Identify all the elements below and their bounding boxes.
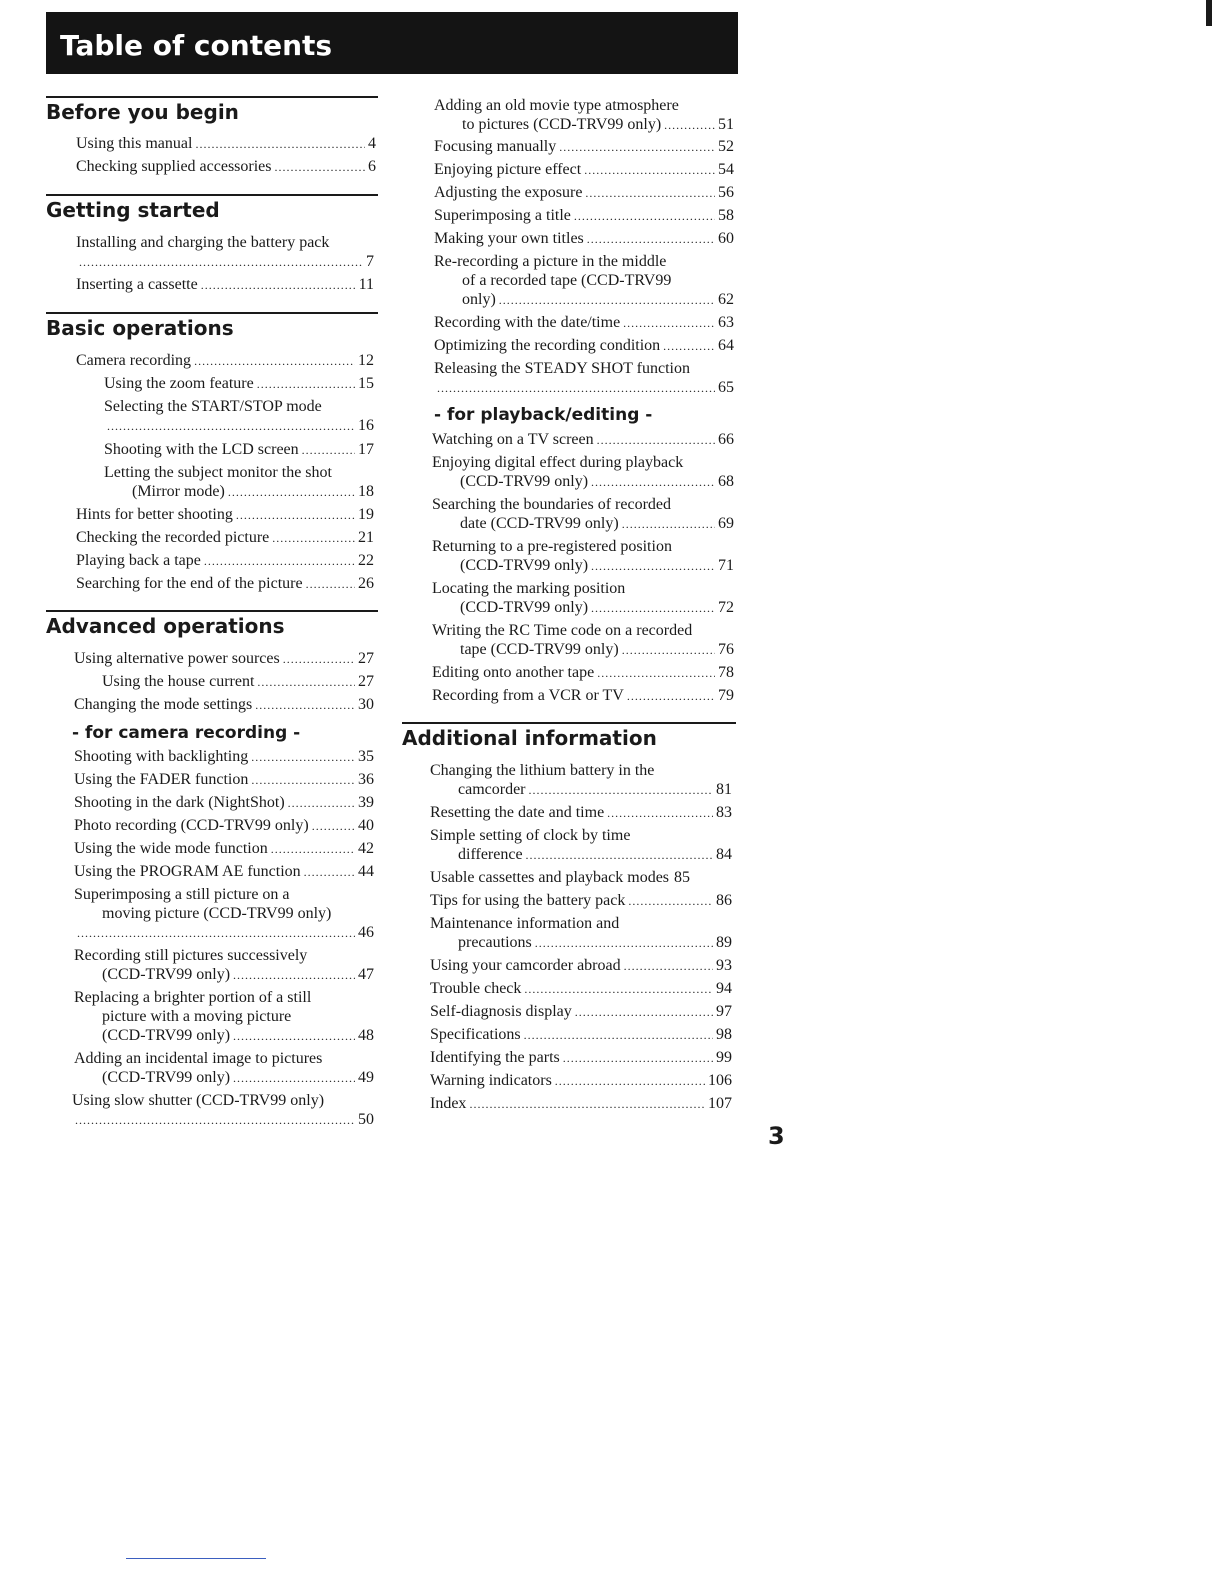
toc-entry[interactable]: Simple setting of clock by time difference ..... 84 [430,826,732,865]
toc-entry[interactable]: Usable cassettes and playback modes 85 [430,869,691,886]
toc-entry[interactable]: Searching the boundaries of recorded date (CCD-TRV99 only) ..... 69 [432,495,734,534]
toc-entry[interactable]: Using the wide mode function ..... 42 [74,839,374,859]
toc-entry[interactable]: Shooting with backlighting ..... 35 [74,747,374,767]
page-title: Table of contents [60,29,333,62]
toc-entry[interactable]: Locating the marking position (CCD-TRV99 only) ..... 72 [432,579,734,618]
toc-entry[interactable]: Resetting the date and time ..... 83 [430,803,732,823]
section-heading-getting-started: Getting started [46,194,378,222]
toc-entry[interactable]: Using this manual ..... 4 [76,134,376,154]
toc-entry[interactable]: Using the zoom feature ..... 15 [104,374,374,394]
toc-entry[interactable]: Letting the subject monitor the shot (Mirror mode) ..... 18 [104,463,374,502]
toc-entry[interactable]: Using your camcorder abroad ..... 93 [430,956,732,976]
toc-entry[interactable]: Changing the mode settings ..... 30 [74,695,374,715]
toc-entry[interactable]: Specifications ..... 98 [430,1025,732,1045]
toc-entry[interactable]: Enjoying picture effect ..... 54 [434,160,734,180]
toc-entry[interactable]: Hints for better shooting ..... 19 [76,505,374,525]
toc-entry[interactable]: Warning indicators ..... 106 [430,1071,732,1091]
toc-entry[interactable]: Focusing manually ..... 52 [434,137,734,157]
toc-entry[interactable]: Using the PROGRAM AE function ..... 44 [74,862,374,882]
toc-entry[interactable]: Maintenance information and precautions ..... 89 [430,914,732,953]
toc-entry[interactable]: Making your own titles ..... 60 [434,229,734,249]
toc-entry[interactable]: Shooting with the LCD screen ..... 17 [104,440,374,460]
page-number: 3 [768,1122,785,1150]
toc-entry[interactable]: Shooting in the dark (NightShot) ..... 39 [74,793,374,813]
toc-entry[interactable]: Optimizing the recording condition ..... 64 [434,336,734,356]
toc-entry[interactable]: Identifying the parts ..... 99 [430,1048,732,1068]
toc-entry[interactable]: Index ..... 107 [430,1094,732,1114]
toc-entry[interactable]: Using the FADER function ..... 36 [74,770,374,790]
toc-entry[interactable]: Searching for the end of the picture ..... 26 [76,574,374,594]
toc-entry[interactable]: Using the house current ..... 27 [102,672,374,692]
toc-entry[interactable]: Inserting a cassette ..... 11 [76,275,374,295]
toc-entry[interactable]: Playing back a tape ..... 22 [76,551,374,571]
toc-entry[interactable]: Adding an old movie type atmosphere to pictures (CCD-TRV99 only) ..... 51 [434,96,734,135]
toc-entry[interactable]: Checking supplied accessories ..... 6 [76,157,376,177]
toc-entry[interactable]: Adding an incidental image to pictures (CCD-TRV99 only) ..... 49 [74,1049,374,1088]
toc-entry[interactable]: Recording from a VCR or TV ..... 79 [432,686,734,706]
toc-entry[interactable]: Tips for using the battery pack ..... 86 [430,891,732,911]
toc-entry[interactable]: Using slow shutter (CCD-TRV99 only) ..... 50 [72,1091,374,1130]
toc-entry[interactable]: Superimposing a title ..... 58 [434,206,734,226]
section-heading-additional-information: Additional information [402,722,736,750]
section-heading-advanced-operations: Advanced operations [46,610,378,638]
toc-entry[interactable]: Adjusting the exposure ..... 56 [434,183,734,203]
toc-entry[interactable]: Editing onto another tape ..... 78 [432,663,734,683]
toc-entry[interactable]: Writing the RC Time code on a recorded tape (CCD-TRV99 only) ..... 76 [432,621,734,660]
subheading-for-playback-editing: - for playback/editing - [434,405,653,425]
toc-entry[interactable]: Returning to a pre-registered position (CCD-TRV99 only) ..... 71 [432,537,734,576]
footer-rule [126,1558,266,1559]
subheading-for-camera-recording: - for camera recording - [72,723,301,743]
toc-entry[interactable]: Installing and charging the battery pack ..... 7 [76,233,374,272]
toc-entry[interactable]: Superimposing a still picture on a moving picture (CCD-TRV99 only) ..... 46 [74,885,374,943]
toc-entry[interactable]: Self-diagnosis display ..... 97 [430,1002,732,1022]
toc-entry[interactable]: Replacing a brighter portion of a still picture with a moving picture (CCD-TRV99 only) ..... 48 [74,988,374,1046]
toc-entry[interactable]: Watching on a TV screen ..... 66 [432,430,734,450]
toc-entry[interactable]: Checking the recorded picture ..... 21 [76,528,374,548]
title-banner [46,12,738,74]
toc-entry[interactable]: Releasing the STEADY SHOT function ..... 65 [434,359,734,398]
page-edge-mark [1206,0,1212,26]
toc-entry[interactable]: Recording with the date/time ..... 63 [434,313,734,333]
section-heading-before-you-begin: Before you begin [46,96,378,124]
toc-entry[interactable]: Using alternative power sources ..... 27 [74,649,374,669]
section-heading-basic-operations: Basic operations [46,312,378,340]
toc-entry[interactable]: Recording still pictures successively (CCD-TRV99 only) ..... 47 [74,946,374,985]
toc-entry[interactable]: Trouble check ..... 94 [430,979,732,999]
toc-entry[interactable]: Photo recording (CCD-TRV99 only) ..... 40 [74,816,374,836]
toc-entry[interactable]: Changing the lithium battery in the camcorder ..... 81 [430,761,732,800]
toc-entry[interactable]: Re-recording a picture in the middle of a recorded tape (CCD-TRV99 only) ..... 62 [434,252,734,310]
toc-entry[interactable]: Camera recording ..... 12 [76,351,374,371]
toc-entry[interactable]: Selecting the START/STOP mode ..... 16 [104,397,374,436]
toc-entry[interactable]: Enjoying digital effect during playback (CCD-TRV99 only) ..... 68 [432,453,734,492]
